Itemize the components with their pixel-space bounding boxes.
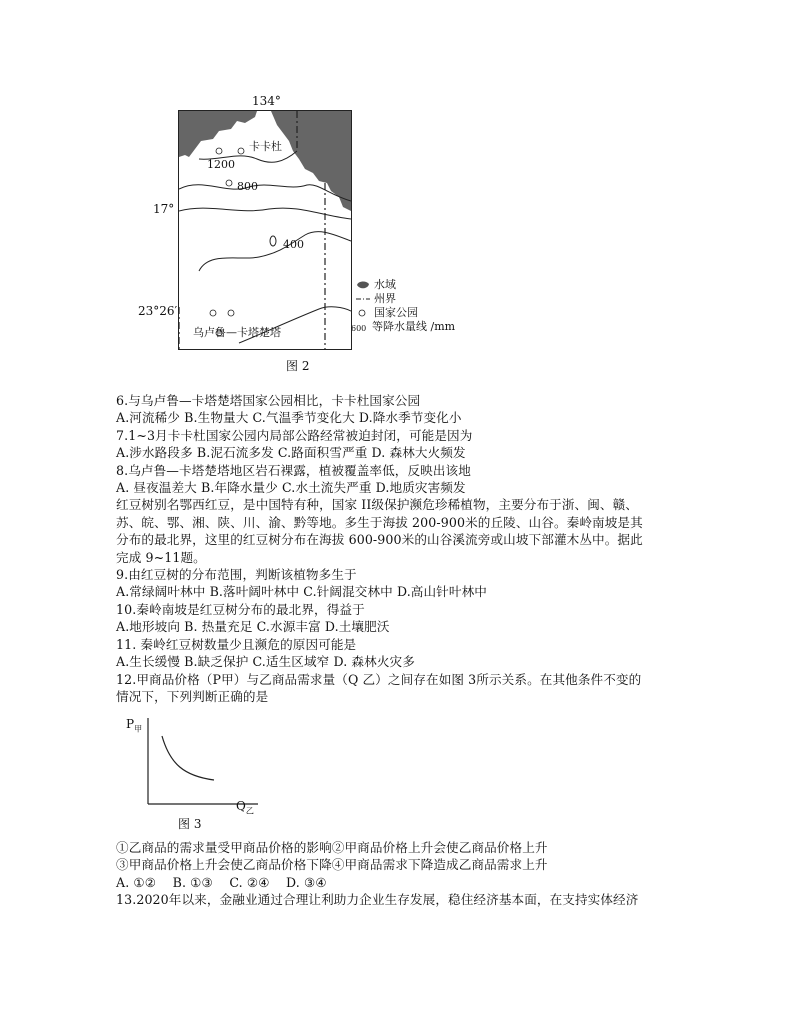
text-line: ①乙商品的需求量受甲商品价格的影响②甲商品价格上升会使乙商品价格上升 [116,840,548,855]
text-line: 10.秦岭南坡是红豆树分布的最北界，得益于 [116,601,365,617]
questions-block-a [116,392,686,705]
australia-map [178,110,352,350]
figure-3 [118,714,268,834]
x-axis-label: $Q_乙$ [236,799,254,816]
legend-water-label: 水域 [374,278,396,291]
text-line: 红豆树别名鄂西红豆，是中国特有种，国家 II级保护濒危珍稀植物，主要分布于浙、闽、赣、 [116,497,639,513]
contour-800-label: 800 [237,180,258,193]
longitude-label: 134° [252,94,281,108]
text-line: 13.2020年以来，金融业通过合理让利助力企业生存发展，稳住经济基本面，在支持实体经济 [116,892,639,908]
legend-border-label: 州界 [374,292,396,305]
latitude-2326-label: 23°26′ [138,304,178,318]
legend-park-swatch [357,308,371,318]
uluru-label: 乌卢鲁—卡塔楚塔 [193,326,281,339]
text-line: A.地形坡向 B. 热量充足 C.水源丰富 D.土壤肥沃 [116,619,390,635]
figure-3-caption: 图 3 [178,817,202,831]
legend-border-swatch [356,296,370,302]
text-line: ③甲商品价格上升会使乙商品价格下降④甲商品需求下降造成乙商品需求上升 [116,857,548,873]
contour-400-label: 400 [283,238,304,251]
legend-park-label: 国家公园 [374,306,418,319]
text-line: 分布的最北界，这里的红豆树分布在海拔 600-900米的山谷溪流旁或山坡下部灌木丛中。据此 [116,532,643,548]
text-line: A. ①② B. ①③ C. ②④ D. ③④ [116,874,327,890]
text-line: 7.1~3月卡卡杜国家公园内局部公路经常被迫封闭，可能是因为 [116,427,473,443]
text-line: 8.乌卢鲁—卡塔楚塔地区岩石裸露，植被覆盖率低，反映出该地 [116,462,471,478]
text-line: A.常绿阔叶林中 B.落叶阔叶林中 C.针阔混交林中 D.高山针叶林中 [116,584,487,600]
latitude-17-label: 17° [153,202,175,216]
sea-area-left [179,111,257,157]
figure-2-caption: 图 2 [286,359,310,373]
text-line: 完成 9~11题。 [116,549,206,565]
questions-block-b [116,839,686,909]
relation-curve [162,736,214,780]
contour-1200-label: 1200 [207,158,235,171]
text-line: A.涉水路段多 B.泥石流多发 C.路面积雪严重 D. 森林大火频发 [116,445,466,461]
text-line: A. 昼夜温差大 B.年降水量少 C.水土流失严重 D.地质灾害频发 [116,480,466,496]
text-line: 苏、皖、鄂、湘、陕、川、渝、黔等地。多生于海拔 200-900米的丘陵、山谷。秦岭南坡是其 [116,514,643,530]
text-line: 11. 秦岭红豆树数量少且濒危的原因可能是 [116,636,357,652]
text-line: 6.与乌卢鲁—卡塔楚塔国家公园相比，卡卡杜国家公园 [116,393,421,408]
text-line: 9.由红豆树的分布范围，判断该植物多生于 [116,567,357,583]
legend-isohyet-label: 等降水量线 /mm [372,320,456,333]
legend-water-swatch [356,280,370,290]
text-line: 12.甲商品价格（P甲）与乙商品需求量（Q 乙）之间存在如图 3所示关系。在其他条件不变的 [116,671,642,687]
text-line: A.生长缓慢 B.缺乏保护 C.适生区域窄 D. 森林火灾多 [116,654,415,670]
y-axis-label: $P_甲$ [126,717,143,734]
text-line: A.河流稀少 B.生物量大 C.气温季节变化大 D.降水季节变化小 [116,410,462,426]
legend-isohyet-value: 600 [351,324,367,333]
sea-area-right [271,111,351,211]
lake [270,236,276,246]
text-line: 情况下，下列判断正确的是 [116,688,269,704]
kakadu-label: 卡卡杜 [249,140,282,153]
